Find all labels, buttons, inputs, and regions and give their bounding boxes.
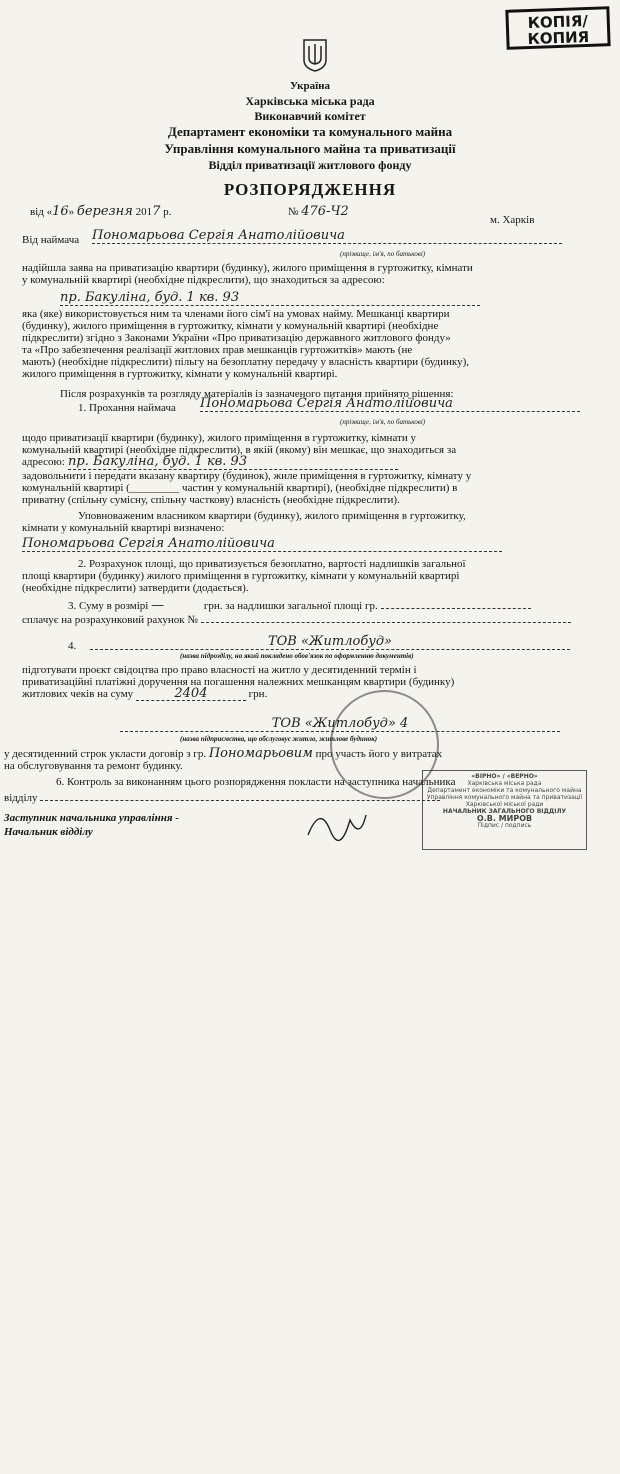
paragraph-2: яка (яке) використовується ним та членами його сім'ї на умовах найму. Мешканці квартири (будинку), жилого приміщення в гуртожитку, кімнати у комунальній квартирі (необхідне підкреслити) згідно з Законами України «Про приватизацію державного житлового фонду» та «Про забезпечення реалізації житлових прав мешканців гуртожитків» мають (не мають) (необхідне підкреслити) пільгу на безоплатну передачу у власність квартири (будинку), жилого приміщення в гуртожитку, кімнати у комунальній квартирі. xyxy=(22,308,470,380)
country: Україна xyxy=(289,80,331,92)
paragraph-10: 6. Контроль за виконанням цього розпорядження покласти на заступника начальника xyxy=(56,776,456,788)
copy-stamp: КОПІЯ/ КОПИЯ xyxy=(505,6,610,50)
item-5-caption: (назва підприємства, що обслуговує житло, житлове будинок) xyxy=(180,735,378,743)
directorate: Управління комунального майна та приватизації xyxy=(164,141,456,156)
address: пр. Бакуліна, буд. 1 кв. 93 xyxy=(60,290,480,306)
item-4-label: 4. xyxy=(68,640,77,652)
committee: Виконавчий комітет xyxy=(254,109,366,123)
council: Харківська міська рада xyxy=(245,94,375,108)
paragraph-9: у десятиденний строк укласти договір з гр. Пономарьовим про участь його у витратах на обслуговування та ремонт будинку. xyxy=(4,746,443,772)
paragraph-7: 2. Розрахунок площі, що приватизується безоплатно, вартості надлишків загальної площі квартири (будинку) жилого приміщення в гуртожитку, кімнати у комунальній квартирі (необхідне підкреслити) затвердити (додається). xyxy=(22,558,466,594)
department: Департамент економіки та комунального майна xyxy=(167,124,453,139)
division: Відділ приватизації житлового фонду xyxy=(208,158,412,172)
item-4-value: ТОВ «Житлобуд» xyxy=(90,634,570,650)
signature-title-2: Начальник відділу xyxy=(4,826,93,838)
paragraph-4: щодо приватизації квартири (будинку), жилого приміщення в гуртожитку, кімнати у комунальній квартирі (необхідне підкреслити), в якій (якому) він мешкає, що знаходиться за адресою: xyxy=(22,432,457,468)
verified-stamp: «ВІРНО» / «ВЕРНО» Харківська міська рада Департамент економіки та комунального майна Управління комунального майна та приватизації Харківської міської ради НАЧАЛЬНИК ЗАГАЛЬНОГО ВІДДІЛУ О.В. МИРОВ Підпис / подпись xyxy=(422,770,587,850)
tenant-name: Пономарьова Сергія Анатолійовича xyxy=(92,228,562,244)
paragraph-8: підготувати проєкт свідоцтва про право власності на житло у десятиденний термін і приватизаційні платіжні доручення на погашення належних мешканцям квартири (будинку) житлових чеків на суму 2404 грн. xyxy=(22,664,455,701)
paragraph-3: Після розрахунків та розгляду матеріалів із зазначеного питання прийнято рішення: xyxy=(60,388,454,400)
paragraph-10-b: відділу xyxy=(4,792,440,804)
date-line: від «16» березня 2017 р. xyxy=(30,204,172,219)
address-2: пр. Бакуліна, буд. 1 кв. 93 xyxy=(68,454,398,470)
paragraph-5: задовольнити і передати вказану квартиру (будинок), жиле приміщення в гуртожитку, кімнату у комунальній квартирі (_________ частин у комунальній квартирі), (необхідне підкреслити) в приватну (спільну сумісну, спільну часткову) власність (необхідне підкреслити). xyxy=(22,470,472,506)
order-number: № 476-Ч2 xyxy=(288,204,349,219)
item-3: 3. Суму в розмірі — грн. за надлишки загальної площі гр. xyxy=(68,600,531,612)
item-3-account: сплачує на розрахунковий рахунок № xyxy=(22,614,571,626)
paragraph-6: Уповноваженим власником квартири (будинку), жилого приміщення в гуртожитку, кімнати у комунальній квартирі визначено: xyxy=(22,510,466,534)
city: м. Харків xyxy=(490,214,535,226)
owner-name: Пономарьова Сергія Анатолійовича xyxy=(22,536,502,552)
trident-emblem-icon xyxy=(302,38,328,72)
name-caption: (прізвище, ім'я, по батькові) xyxy=(340,250,426,258)
item-1-label: 1. Прохання наймача xyxy=(78,402,176,414)
name-caption-2: (прізвище, ім'я, по батькові) xyxy=(340,418,426,426)
paragraph-1: надійшла заява на приватизацію квартири (будинку), жилого приміщення в гуртожитку, кімнати у комунальній квартирі (необхідне підкреслити), що знаходиться за адресою: xyxy=(22,262,473,286)
signature-scribble xyxy=(300,800,370,850)
item-4-caption: (назва підрозділу, на який покладено обов'язок по оформленню документів) xyxy=(180,652,414,660)
item-5-value: ТОВ «Житлобуд» 4 xyxy=(120,716,560,732)
from-label: Від наймача xyxy=(22,234,80,246)
item-1-name: Пономарьова Сергія Анатолійовича xyxy=(200,396,580,412)
signature-title-1: Заступник начальника управління - xyxy=(4,812,179,824)
document-title: РОЗПОРЯДЖЕННЯ xyxy=(223,180,397,199)
